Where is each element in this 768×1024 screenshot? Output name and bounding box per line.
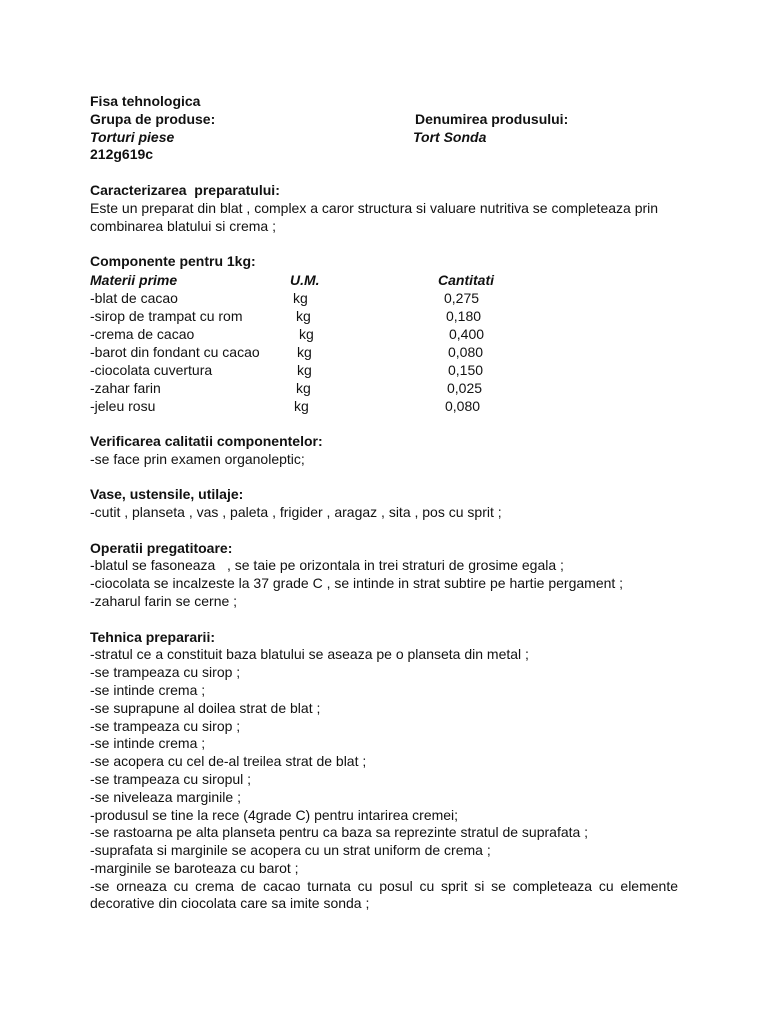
col-materii: Materii prime: [90, 271, 178, 288]
ingredient-um: kg: [294, 397, 309, 414]
table-row: [90, 379, 678, 397]
list-item: -se trampeaza cu siropul ;: [90, 770, 252, 787]
caracterizare-text: Este un preparat din blat , complex a caror structura si valuare nutritiva se completeaza prin combinarea blatului si crema ;: [90, 199, 659, 234]
list-item: -se intinde crema ;: [90, 735, 206, 752]
list-item: -ciocolata se incalzeste la 37 grade C , se intinde in strat subtire pe hartie pergament ;: [90, 575, 624, 592]
list-item: -se acopera cu cel de-al treilea strat de blat ;: [90, 753, 367, 770]
ingredient-qty: 0,025: [447, 379, 483, 396]
ingredient-qty: 0,400: [449, 325, 485, 342]
denumire-label: Denumirea produsului:: [415, 110, 569, 127]
list-item: -zaharul farin se cerne ;: [90, 592, 238, 609]
list-item: -stratul ce a constituit baza blatului se aseaza pe o planseta din metal ;: [90, 646, 529, 663]
componente-table-header: [90, 271, 678, 289]
ingredient-name: -jeleu rosu: [90, 397, 156, 414]
table-row: [90, 289, 678, 307]
verificare-text: -se face prin examen organoleptic;: [90, 450, 305, 467]
product-code: 212g619c: [90, 146, 154, 163]
ingredient-um: kg: [296, 379, 311, 396]
ingredient-qty: 0,080: [445, 397, 481, 414]
ingredient-qty: 0,180: [446, 307, 482, 324]
document-page: [90, 93, 678, 913]
ingredient-name: -barot din fondant cu cacao: [90, 343, 260, 360]
ingredient-um: kg: [296, 307, 311, 324]
col-um: U.M.: [290, 271, 320, 288]
header-labels-row: [90, 111, 678, 129]
header-values-row: [90, 129, 678, 147]
table-row: [90, 325, 678, 343]
verificare-heading: Verificarea calitatii componentelor:: [90, 432, 323, 449]
list-item: -produsul se tine la rece (4grade C) pentru intarirea cremei;: [90, 806, 459, 823]
ingredient-um: kg: [299, 325, 314, 342]
grupa-label: Grupa de produse:: [90, 110, 216, 127]
list-item: -suprafata si marginile se acopera cu un strat uniform de crema ;: [90, 842, 491, 859]
table-row: [90, 307, 678, 325]
ingredient-name: -ciocolata cuvertura: [90, 361, 213, 378]
ingredient-um: kg: [293, 289, 308, 306]
table-row: [90, 361, 678, 379]
grupa-value: Torturi piese: [90, 128, 175, 145]
list-item: -se orneaza cu crema de cacao turnata cu posul cu sprit si se completeaza cu elemente decorative din ciocolata care sa imite sonda ;: [90, 877, 678, 912]
tehnica-heading: Tehnica prepararii:: [90, 628, 216, 645]
ingredient-qty: 0,150: [448, 361, 484, 378]
document-title: Fisa tehnologica: [90, 93, 201, 109]
vase-text: -cutit , planseta , vas , paleta , frigider , aragaz , sita , pos cu sprit ;: [90, 503, 502, 520]
table-row: [90, 343, 678, 361]
list-item: -blatul se fasoneaza , se taie pe orizontala in trei straturi de grosime egala ;: [90, 557, 564, 574]
operatii-heading: Operatii pregatitoare:: [90, 539, 233, 556]
ingredient-name: -sirop de trampat cu rom: [90, 307, 243, 324]
ingredient-name: -zahar farin: [90, 379, 161, 396]
ingredient-um: kg: [297, 343, 312, 360]
ingredient-name: -blat de cacao: [90, 289, 178, 306]
ingredient-qty: 0,080: [448, 343, 484, 360]
list-item: -se trampeaza cu sirop ;: [90, 664, 241, 681]
list-item: -se intinde crema ;: [90, 681, 206, 698]
ingredient-um: kg: [297, 361, 312, 378]
list-item: -marginile se baroteaza cu barot ;: [90, 859, 299, 876]
list-item: -se niveleaza marginile ;: [90, 788, 241, 805]
list-item: -se rastoarna pe alta planseta pentru ca baza sa reprezinte stratul de suprafata ;: [90, 824, 589, 841]
list-item: -se suprapune al doilea strat de blat ;: [90, 699, 321, 716]
ingredient-name: -crema de cacao: [90, 325, 195, 342]
denumire-value: Tort Sonda: [413, 128, 487, 145]
vase-heading: Vase, ustensile, utilaje:: [90, 486, 244, 503]
caracterizare-heading: Caracterizarea preparatului:: [90, 181, 280, 198]
list-item: -se trampeaza cu sirop ;: [90, 717, 241, 734]
componente-heading: Componente pentru 1kg:: [90, 253, 256, 270]
col-cantitati: Cantitati: [438, 271, 494, 288]
ingredient-qty: 0,275: [444, 289, 480, 306]
table-row: [90, 397, 678, 415]
